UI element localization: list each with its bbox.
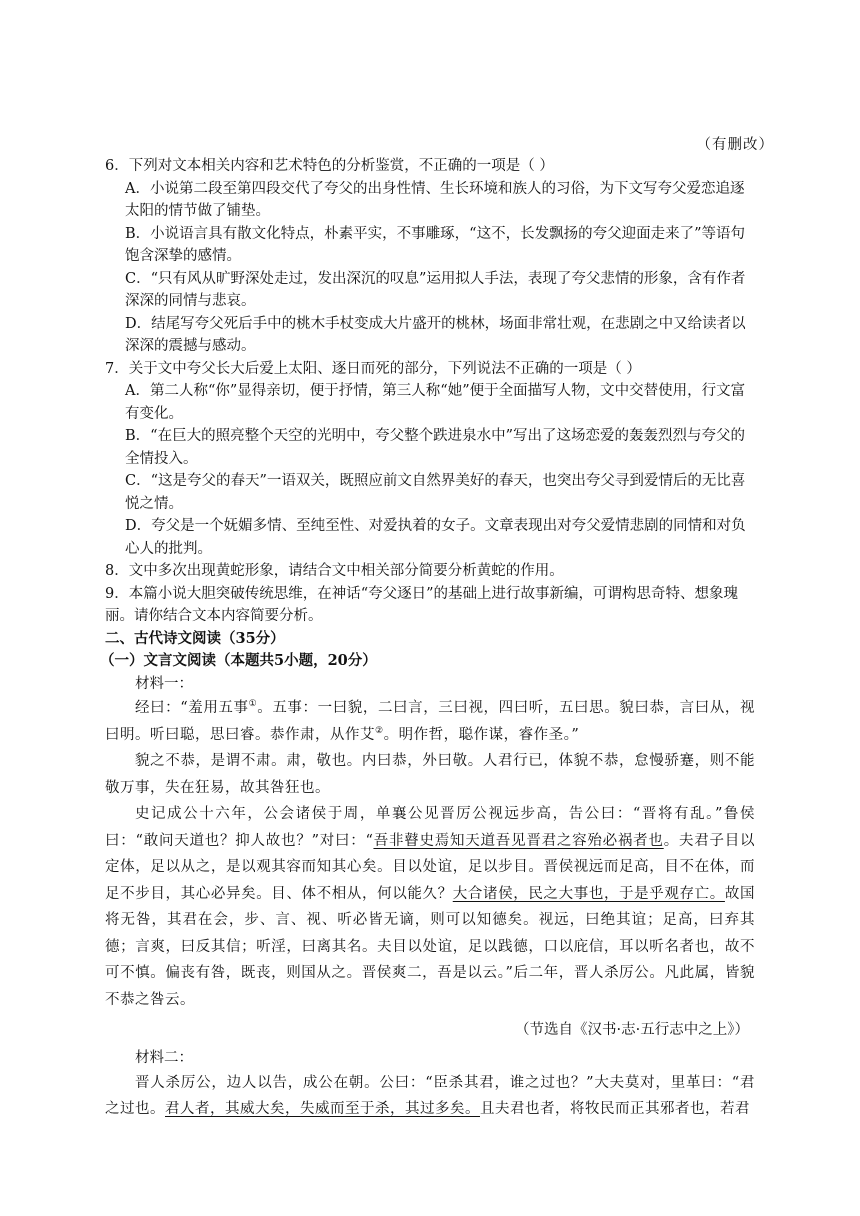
m1-p3-text-a: 史记成公十六年，公会诸侯于周，单襄公见晋厉公视远步高，告公曰：“晋将有乱。”鲁侯曰：“敢问天道也？抑人故也？”对曰：“	[105, 806, 755, 849]
footnote-mark-2: ②	[375, 725, 384, 736]
question-6-option-c: C．“只有风从旷野深处走过，发出深沉的叹息”运用拟人手法，表现了夸父悲情的形象，含有作者深深的同情与悲哀。	[125, 270, 746, 309]
material-2-label: 材料二：	[135, 1050, 193, 1066]
question-9-stem: 9．本篇小说大胆突破传统思维，在神话“夸父逐日”的基础上进行故事新编，可谓构思奇特、想象瑰丽。请你结合文本内容简要分析。	[105, 585, 739, 624]
source-note: （有删改）	[696, 137, 774, 153]
question-6-option-b: B．小说语言具有散文化特点，朴素平实，不事雕琢，“这不，长发飘扬的夸父迎面走来了”等语句饱含深挚的感情。	[125, 225, 745, 264]
question-7-stem: 7．关于文中夸父长大后爱上太阳、逐日而死的部分，下列说法不正确的一项是（ ）	[105, 360, 641, 377]
document-content	[100, 155, 756, 1123]
question-7-option-b: B．“在巨大的照亮整个天空的光明中，夸父整个跌进泉水中”写出了这场恋爱的轰轰烈烈与夸父的全情投入。	[125, 428, 745, 467]
material-1-label: 材料一：	[135, 675, 193, 692]
question-7-option-c: C．“这是夸父的春天”一语双关，既照应前文自然界美好的春天，也突出夸父寻到爱情后的无比喜悦之情。	[125, 473, 746, 512]
m2-p1-text-b: 且夫君也者，将牧民而正其邪者也，若君	[480, 1101, 750, 1117]
question-6-option-a: A．小说第二段至第四段交代了夸父的出身性情、生长环境和族人的习俗，为下文写夸父爱恋追逐太阳的情节做了铺垫。	[125, 180, 745, 219]
underlined-sentence-1: 吾非瞽史焉知天道吾见晋君之容殆必祸者也	[373, 832, 664, 849]
m1-p1-text-a: 经曰：“羞用五事	[135, 700, 249, 716]
question-6-stem: 6．下列对文本相关内容和艺术特色的分析鉴赏，不正确的一项是（ ）	[105, 158, 554, 174]
material-2-paragraph-1	[105, 1070, 755, 1123]
underlined-sentence-3: 君人者，其威大矣，失威而至于杀，其过多矣。	[165, 1101, 480, 1117]
question-8-stem: 8．文中多次出现黄蛇形象，请结合文中相关部分简要分析黄蛇的作用。	[105, 563, 564, 579]
section-2-title: 二、古代诗文阅读（35分）	[105, 629, 285, 647]
question-7-option-d: D．夸父是一个妩媚多情、至纯至性、对爱执着的女子。文章表现出对夸父爱情悲剧的同情和对负心人的批判。	[125, 518, 746, 557]
material-1-citation: （节选自《汉书·志·五行志中之上》）	[515, 1022, 749, 1038]
section-2-subtitle: （一）文言文阅读（本题共5小题，20分）	[100, 652, 377, 669]
material-1-paragraph-3	[105, 801, 755, 1013]
m1-p3-text-c: 故国将无咎，其君在会，步、言、视、听必皆无谪，则可以知德矣。视远，曰绝其谊；足高，曰弃其德；言爽，曰反其信；听淫，曰离其名。夫目以处谊，足以践德，口以庇信，耳以听名者也，故不可不慎。偏丧有咎，既丧，则国从之。晋侯爽二，吾是以云。”后二年，晋人杀厉公。凡此属，皆貌不恭之咎云。	[105, 885, 756, 1008]
material-1-paragraph-1	[105, 695, 755, 748]
underlined-sentence-2: 大合诸侯，民之大事也，于是乎观存亡。	[452, 885, 725, 902]
m1-p1-text-b: 。五事：一曰貌，二曰言，三曰视，四曰听，五曰思。貌曰恭，言曰从，视曰明。听曰聪，思曰睿。恭作肃，从作艾	[105, 700, 755, 743]
footnote-mark-1: ①	[248, 699, 258, 710]
m1-p3-text-b: 。夫君子目以定体，足以从之，是以观其容而知其心矣。目以处谊，足以步目。晋侯视远而足高，目不在体，而足不步目，其心必异矣。目、体不相从，何以能久？	[105, 832, 755, 902]
m1-p1-text-c: 。明作哲，聪作谋，睿作圣。”	[383, 726, 580, 743]
m2-p1-text-a: 晋人杀厉公，边人以告，成公在朝。公曰：“臣杀其君，谁之过也？”大夫莫对，里革曰：“君之过也。	[105, 1074, 755, 1117]
question-6-option-d: D．结尾写夸父死后手中的桃木手杖变成大片盛开的桃林，场面非常壮观，在悲剧之中又给读者以深深的震撼与感动。	[125, 315, 746, 354]
question-7-option-a: A．第二人称“你”显得亲切，便于抒情，第三人称“她”便于全面描写人物，文中交替使用，行文富有变化。	[125, 383, 746, 422]
material-1-paragraph-2: 貌之不恭，是谓不肃。肃，敬也。内曰恭，外曰敬。人君行已，体貌不恭，怠慢骄蹇，则不能敬万事，失在狂易，故其咎狂也。	[105, 753, 755, 796]
